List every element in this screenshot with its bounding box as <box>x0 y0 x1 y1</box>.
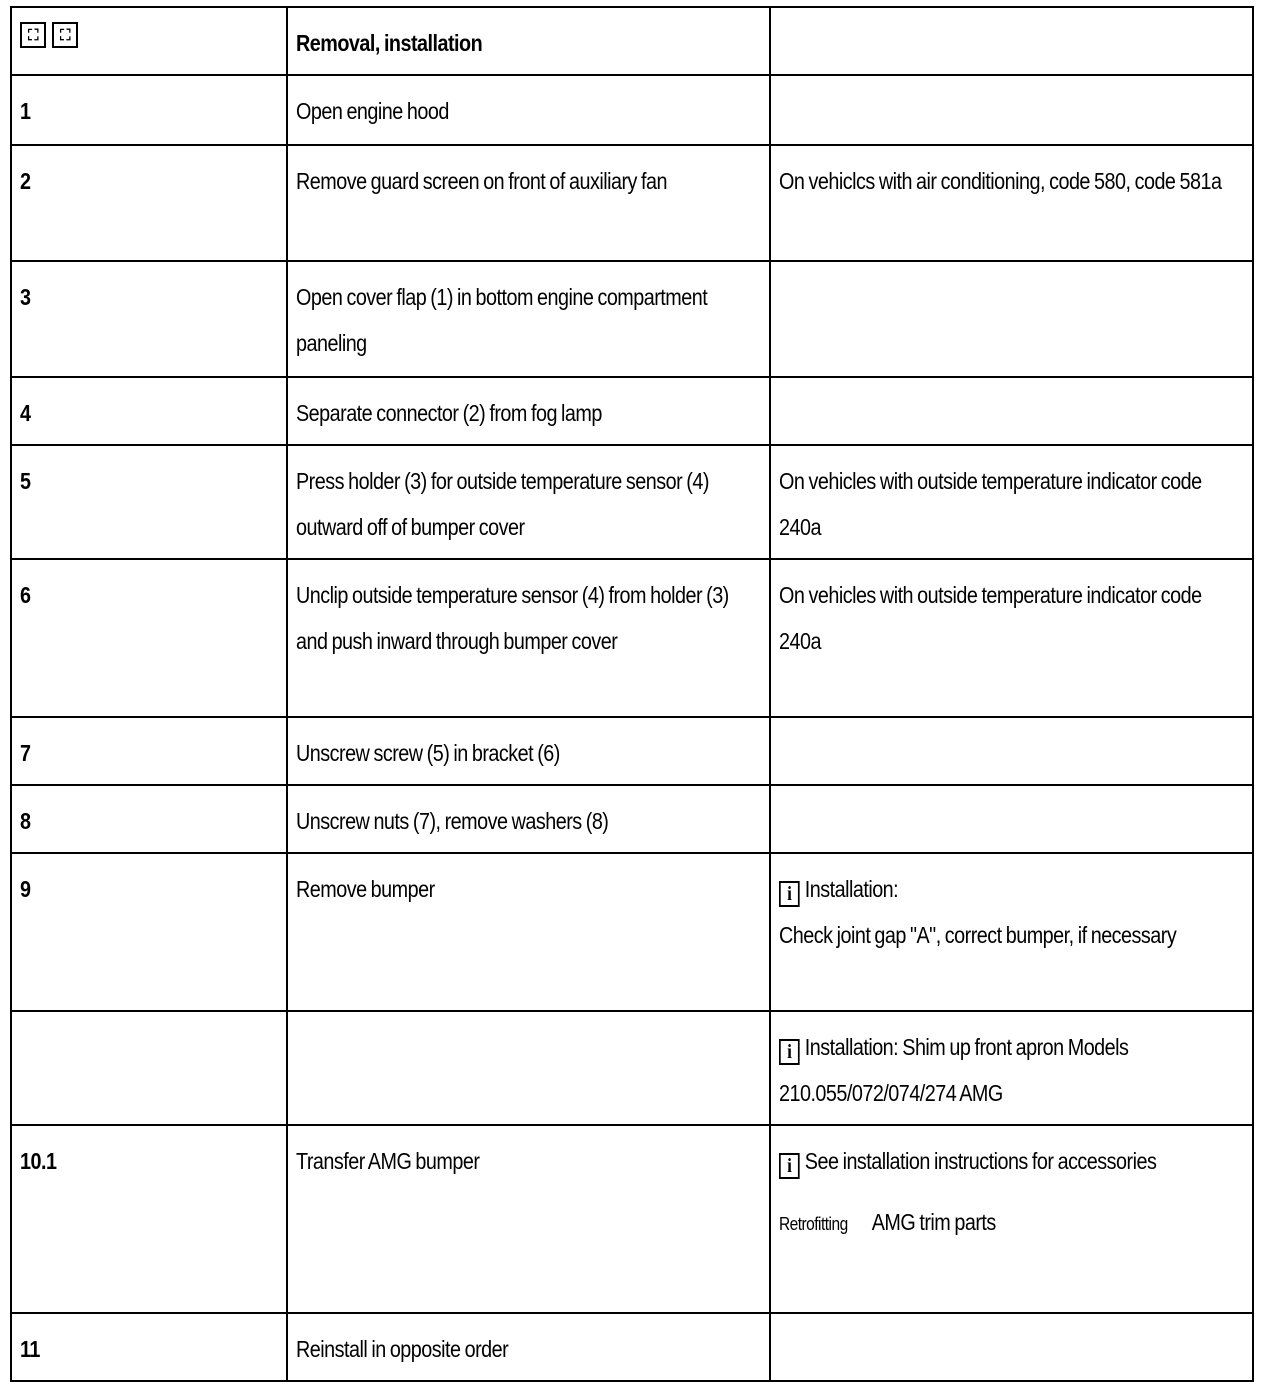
step-action <box>287 717 770 785</box>
step-action <box>287 559 770 717</box>
step-number <box>11 1011 287 1125</box>
step-number <box>11 1313 287 1381</box>
step-note-text: On vehicles with outside temperature indicator code 240a <box>779 468 1202 540</box>
step-note <box>770 1011 1253 1125</box>
table-row <box>11 717 1253 785</box>
retrofit-line <box>779 1202 1244 1244</box>
step-number <box>11 559 287 717</box>
step-action-text: Open engine hood <box>296 98 449 124</box>
header-title-cell <box>287 7 770 75</box>
step-number-text: 1 <box>20 98 31 124</box>
step-action-text: Reinstall in opposite order <box>296 1336 509 1362</box>
procedure-sheet <box>10 6 1254 1382</box>
step-note <box>770 75 1253 145</box>
retrofit-parts: AMG trim parts <box>871 1209 996 1235</box>
step-action-text: Press holder (3) for outside temperature sensor (4) outward off of bumper cover <box>296 468 709 540</box>
step-note <box>770 445 1253 559</box>
tool-icon: ⛶ <box>20 22 46 48</box>
step-note <box>770 377 1253 445</box>
step-number <box>11 75 287 145</box>
step-note-text <box>779 866 1243 958</box>
step-note-text: On vehicles with outside temperature indicator code 240a <box>779 582 1202 654</box>
step-action <box>287 145 770 261</box>
table-row <box>11 1011 1253 1125</box>
step-action <box>287 261 770 377</box>
tool-icon: ⛶ <box>52 22 78 48</box>
step-note <box>770 261 1253 377</box>
step-number-text: 6 <box>20 582 31 608</box>
step-note <box>770 145 1253 261</box>
step-action-text: Unscrew nuts (7), remove washers (8) <box>296 808 609 834</box>
note-heading: Installation: <box>804 876 899 902</box>
step-action-text: Remove guard screen on front of auxiliary fan <box>296 168 667 194</box>
step-action <box>287 445 770 559</box>
table-row <box>11 559 1253 717</box>
step-action-text: Open cover flap (1) in bottom engine compartment paneling <box>296 284 708 356</box>
step-number-text: 4 <box>20 400 31 426</box>
table-row <box>11 853 1253 1011</box>
step-note <box>770 853 1253 1011</box>
table-row <box>11 1125 1253 1313</box>
step-action <box>287 853 770 1011</box>
table-row <box>11 445 1253 559</box>
retrofit-label: Retrofitting <box>779 1214 848 1234</box>
step-action <box>287 75 770 145</box>
step-number <box>11 1125 287 1313</box>
step-number <box>11 261 287 377</box>
step-action-text: Separate connector (2) from fog lamp <box>296 400 602 426</box>
table-row <box>11 1313 1253 1381</box>
step-note <box>770 1125 1253 1313</box>
step-number <box>11 145 287 261</box>
step-action <box>287 1011 770 1125</box>
step-number <box>11 445 287 559</box>
note-body: Check joint gap "A", correct bumper, if necessary <box>779 922 1177 948</box>
step-number <box>11 717 287 785</box>
info-icon: i <box>779 1153 800 1179</box>
table-row <box>11 75 1253 145</box>
step-number-text: 5 <box>20 468 31 494</box>
step-note-text <box>779 1024 1243 1116</box>
header-title: Removal, installation <box>296 30 483 56</box>
table-row <box>11 785 1253 853</box>
step-action-text: Unclip outside temperature sensor (4) from holder (3) and push inward through bumper cover <box>296 582 729 654</box>
header-note-cell <box>770 7 1253 75</box>
step-action <box>287 377 770 445</box>
step-action <box>287 1125 770 1313</box>
step-action <box>287 785 770 853</box>
info-icon: i <box>779 1039 800 1065</box>
step-note-text: On vehiclcs with air conditioning, code 580, code 581a <box>779 168 1222 194</box>
procedure-table <box>10 6 1254 1382</box>
step-note <box>770 717 1253 785</box>
info-icon: i <box>779 881 800 907</box>
table-header-row <box>11 7 1253 75</box>
table-row <box>11 377 1253 445</box>
note-body: Installation: Shim up front apron Models 210.055/072/074/274 AMG <box>779 1034 1129 1106</box>
step-number-text: 11 <box>20 1336 40 1362</box>
step-note <box>770 1313 1253 1381</box>
step-action-text: Transfer AMG bumper <box>296 1148 480 1174</box>
step-number <box>11 853 287 1011</box>
step-number-text: 10.1 <box>20 1148 57 1174</box>
header-icons-cell <box>11 7 287 75</box>
step-number-text: 7 <box>20 740 31 766</box>
step-number-text: 3 <box>20 284 31 310</box>
step-number-text: 2 <box>20 168 31 194</box>
step-number <box>11 377 287 445</box>
step-action-text: Unscrew screw (5) in bracket (6) <box>296 740 560 766</box>
step-action-text: Remove bumper <box>296 876 435 902</box>
step-number-text: 8 <box>20 808 31 834</box>
table-row <box>11 261 1253 377</box>
step-number-text: 9 <box>20 876 31 902</box>
step-action <box>287 1313 770 1381</box>
step-number <box>11 785 287 853</box>
note-body: See installation instructions for accessories <box>804 1148 1157 1174</box>
step-note <box>770 785 1253 853</box>
table-row <box>11 145 1253 261</box>
step-note <box>770 559 1253 717</box>
step-note-text <box>779 1138 1243 1184</box>
